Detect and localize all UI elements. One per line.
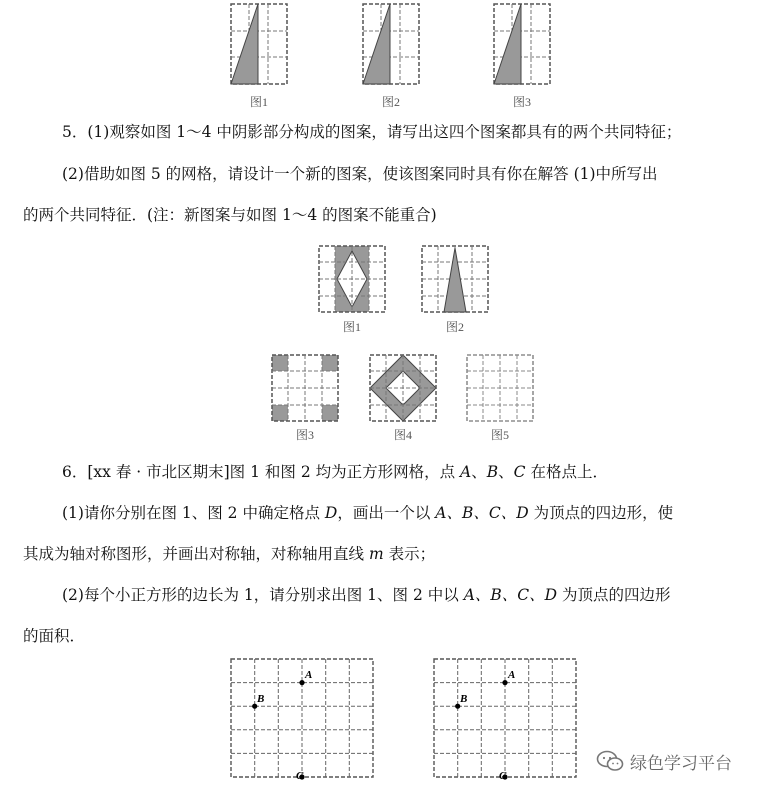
q6-axis-var: m	[368, 545, 384, 563]
q6-p2-b: 为顶点的四边形	[557, 586, 671, 604]
wechat-icon	[596, 750, 624, 772]
q5-line-1: 5．(1)观察如图 1～4 中阴影部分构成的图案，请写出这四个图案都具有的两个共同特征；	[62, 123, 682, 141]
label-b: B	[460, 693, 468, 705]
q5-line-2: (2)借助如图 5 的网格，请设计一个新的图案，使该图案同时具有你在解答 (1)中所写出	[62, 165, 658, 183]
label-a: A	[305, 669, 313, 681]
q5-figure-1	[318, 245, 386, 313]
label-a: A	[508, 669, 516, 681]
q6-grid-figure-1	[230, 658, 375, 780]
q5-figure-2	[421, 245, 489, 313]
q5-caption-2: 图2	[445, 320, 464, 334]
q6-part1-line-1	[0, 503, 763, 523]
q5-line-3: 的两个共同特征．(注：新图案与如图 1～4 的图案不能重合)	[23, 206, 437, 224]
top-caption-3: 图3	[512, 95, 531, 109]
q5-caption-1: 图1	[342, 320, 361, 334]
q6-part1-line-2	[0, 544, 763, 564]
q6-p1-b: ，画出一个以	[337, 504, 436, 522]
q6-p2-a: (2)每个小正方形的边长为 1，请分别求出图 1、图 2 中以	[62, 586, 464, 604]
q5-figure-5	[466, 354, 534, 422]
q6-point-d: D	[324, 504, 338, 522]
q5-figure-3	[271, 354, 339, 422]
point-a	[299, 680, 304, 685]
q6-point-a: A	[460, 463, 472, 481]
q5-caption-4: 图4	[393, 428, 412, 442]
top-figure-3	[493, 3, 551, 85]
q6-p2-points: A、B、C、D	[463, 586, 558, 604]
q6-number: 6．	[62, 463, 88, 481]
q5-caption-5: 图5	[490, 428, 509, 442]
q6-p1-points: A、B、C、D	[435, 504, 529, 522]
label-c: C	[296, 770, 304, 780]
q6-line-1	[0, 462, 763, 482]
point-a	[502, 680, 507, 685]
q6-part2-line-1	[0, 585, 763, 605]
label-b: B	[257, 693, 265, 705]
q6-sep-1: 、	[471, 463, 487, 481]
q6-point-c: C	[513, 463, 526, 481]
label-c: C	[499, 770, 507, 780]
q5-caption-3: 图3	[295, 428, 314, 442]
watermark-text: 绿色学习平台	[630, 753, 732, 774]
q6-source-tag: [xx 春 · 市北区期末]	[87, 463, 230, 481]
q6-grid-figure-2	[433, 658, 578, 780]
q6-intro-b: 在格点上．	[525, 463, 608, 481]
q6-p1-line2-b: 表示；	[383, 545, 436, 563]
q5-figure-4	[369, 354, 437, 422]
q6-p1-a: (1)请你分别在图 1、图 2 中确定格点	[62, 504, 325, 522]
q6-point-b: B	[486, 463, 499, 481]
q6-part2-line-2: 的面积．	[23, 627, 86, 645]
top-caption-1: 图1	[249, 95, 268, 109]
q6-intro-a: 图 1 和图 2 均为正方形网格，点	[229, 463, 461, 481]
q6-sep-2: 、	[498, 463, 514, 481]
top-caption-2: 图2	[381, 95, 400, 109]
q6-p1-c: 为顶点的四边形，使	[528, 504, 674, 522]
q6-p1-line2-a: 其成为轴对称图形，并画出对称轴，对称轴用直线	[23, 545, 369, 563]
top-figure-1	[230, 3, 288, 85]
watermark	[596, 748, 732, 774]
top-figure-2	[362, 3, 420, 85]
